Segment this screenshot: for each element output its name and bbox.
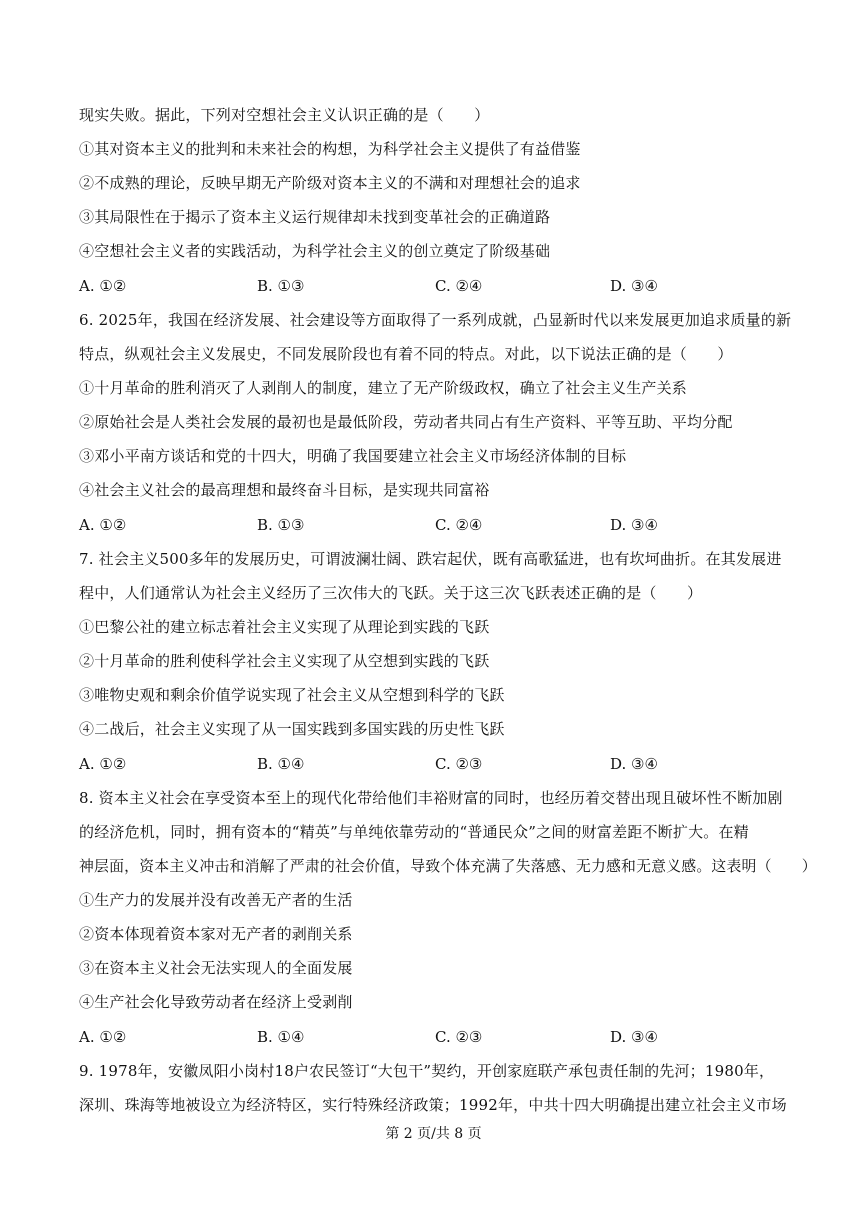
q8-option-d: D. ③④ — [610, 1028, 658, 1046]
q6-option-a: A. ①② — [79, 516, 127, 534]
q8-item-2: ②资本体现着资本家对无产者的剥削关系 — [79, 925, 353, 943]
q5-item-3: ③其局限性在于揭示了资本主义运行规律却未找到变革社会的正确道路 — [79, 208, 551, 226]
q6-option-c: C. ②④ — [435, 516, 483, 534]
q8-option-b: B. ①④ — [257, 1028, 305, 1046]
q7-item-1: ①巴黎公社的建立标志着社会主义实现了从理论到实践的飞跃 — [79, 618, 490, 636]
q7-item-4: ④二战后，社会主义实现了从一国实践到多国实践的历史性飞跃 — [79, 720, 505, 738]
q7-item-3: ③唯物史观和剩余价值学说实现了社会主义从空想到科学的飞跃 — [79, 686, 505, 704]
q7-option-b: B. ①④ — [257, 755, 305, 773]
q5-option-b: B. ①③ — [257, 277, 305, 295]
q7-item-2: ②十月革命的胜利使科学社会主义实现了从空想到实践的飞跃 — [79, 652, 490, 670]
q8-stem-line-3: 神层面，资本主义冲击和消解了严肃的社会价值，导致个体充满了失落感、无力感和无意义感。这表明（ ） — [79, 857, 817, 875]
page-footer: 第 2 页/共 8 页 — [385, 1126, 482, 1142]
q5-option-d: D. ③④ — [610, 277, 658, 295]
q8-item-4: ④生产社会化导致劳动者在经济上受剥削 — [79, 993, 353, 1011]
q5-item-4: ④空想社会主义者的实践活动，为科学社会主义的创立奠定了阶级基础 — [79, 242, 551, 260]
q5-item-2: ②不成熟的理论，反映早期无产阶级对资本主义的不满和对理想社会的追求 — [79, 174, 581, 192]
q7-option-a: A. ①② — [79, 755, 127, 773]
q6-item-3: ③邓小平南方谈话和党的十四大，明确了我国要建立社会主义市场经济体制的目标 — [79, 447, 627, 465]
q5-stem: 现实失败。据此，下列对空想社会主义认识正确的是（ ） — [79, 106, 490, 124]
q9-stem-line-2: 深圳、珠海等地被设立为经济特区，实行特殊经济政策；1992年，中共十四大明确提出建立社会主义市场 — [79, 1096, 787, 1114]
q5-option-a: A. ①② — [79, 277, 127, 295]
q9-stem-line-1: 9. 1978年，安徽凤阳小岗村18户农民签订“大包干”契约，开创家庭联产承包责任制的先河；1980年， — [79, 1062, 775, 1080]
q6-option-b: B. ①③ — [257, 516, 305, 534]
q7-stem-line-1: 7. 社会主义500多年的发展历史，可谓波澜壮阔、跌宕起伏，既有高歌猛进，也有坎坷曲折。在其发展进 — [79, 550, 782, 568]
q7-stem-line-2: 程中，人们通常认为社会主义经历了三次伟大的飞跃。关于这三次飞跃表述正确的是（ ） — [79, 584, 703, 602]
q6-item-2: ②原始社会是人类社会发展的最初也是最低阶段，劳动者共同占有生产资料、平等互助、平均分配 — [79, 413, 733, 431]
q8-item-1: ①生产力的发展并没有改善无产者的生活 — [79, 891, 353, 909]
q6-stem-line-1: 6. 2025年，我国在经济发展、社会建设等方面取得了一系列成就，凸显新时代以来发展更加追求质量的新 — [79, 311, 792, 329]
q8-stem-line-2: 的经济危机，同时，拥有资本的“精英”与单纯依靠劳动的“普通民众”之间的财富差距不断扩大。在精 — [79, 823, 749, 841]
q8-item-3: ③在资本主义社会无法实现人的全面发展 — [79, 959, 353, 977]
q5-item-1: ①其对资本主义的批判和未来社会的构想，为科学社会主义提供了有益借鉴 — [79, 140, 581, 158]
q6-item-1: ①十月革命的胜利消灭了人剥削人的制度，建立了无产阶级政权，确立了社会主义生产关系 — [79, 379, 688, 397]
q8-option-a: A. ①② — [79, 1028, 127, 1046]
q7-option-c: C. ②③ — [435, 755, 483, 773]
q8-option-c: C. ②③ — [435, 1028, 483, 1046]
q6-stem-line-2: 特点，纵观社会主义发展史，不同发展阶段也有着不同的特点。对此，以下说法正确的是（ ） — [79, 345, 733, 363]
q6-option-d: D. ③④ — [610, 516, 658, 534]
q6-item-4: ④社会主义社会的最高理想和最终奋斗目标，是实现共同富裕 — [79, 481, 490, 499]
q8-stem-line-1: 8. 资本主义社会在享受资本至上的现代化带给他们丰裕财富的同时，也经历着交替出现且破坏性不断加剧 — [79, 789, 783, 807]
q7-option-d: D. ③④ — [610, 755, 658, 773]
q5-option-c: C. ②④ — [435, 277, 483, 295]
